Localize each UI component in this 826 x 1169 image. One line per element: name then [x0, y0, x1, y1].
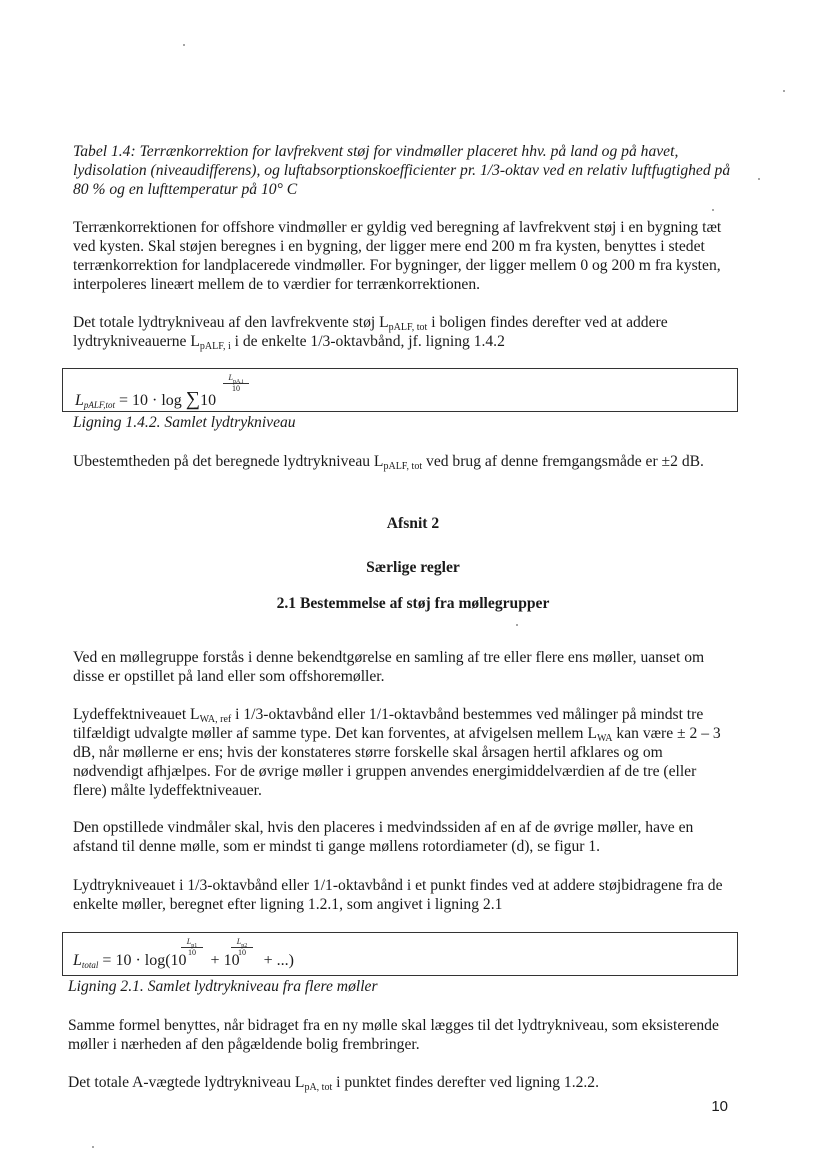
scan-speck [712, 209, 714, 211]
paragraph-sound-power: Lydeffektniveauet $L_{WA, ref}$ i 1/3-oktavbånd eller 1/1-oktavbånd bestemmes ved målinger på mindst tre tilfældigt udvalgte møller af samme type. Det kan forventes, at afvigelsen mellem $L_{WA}$ kan være ± 2 – 3 dB, når møllerne er ens; hvis der konstateres større forskelle skal årsagen hertil afklares og om nødvendigt afhjælpes. For de øvrige møller i gruppen anvendes energimiddelværdien af de tre (eller flere) målte lydeffektniveauer. [73, 706, 721, 799]
equation-1-caption: Ligning 1.4.2. Samlet lydtrykniveau [73, 414, 296, 431]
table-caption: Tabel 1.4: Terrænkorrektion for lavfrekvent støj for vindmøller placeret hhv. på land og på havet, lydisolation (niveaudifferens), og luftabsorptionskoefficienter pr. 1/3-oktav ved en relativ luftfugtighed på 80 % og en lufttemperatur på 10° C [73, 143, 731, 198]
subsection-heading: 2.1 Bestemmelse af støj fra møllegrupper [276, 595, 550, 612]
equation-1-4-2: $L_{pALF,tot} = 10 \cdot \log \sum 10$ [75, 388, 217, 410]
scan-speck [783, 90, 785, 92]
scan-speck [758, 178, 760, 180]
equation-1-exponent: $L_{pA,i}$ 10 [223, 370, 249, 394]
scan-speck [183, 44, 185, 46]
section-heading: Afsnit 2 [386, 515, 440, 532]
paragraph-terrain-correction: Terrænkorrektionen for offshore vindmøller er gyldig ved beregning af lavfrekvent støj i en bygning tæt ved kysten. Skal støjen beregnes i en bygning, der ligger mere end 200 m fra kysten, benyttes i stedet terrænkorrektion for landplacerede vindmøller. For bygninger, der ligger mellem 0 og 200 m fra kysten, interpoleres lineært mellem de to værdier for terrænkorrektionen. [73, 219, 722, 293]
equation-box-2-1 [62, 932, 738, 976]
equation-2-caption: Ligning 2.1. Samlet lydtrykniveau fra flere møller [68, 978, 378, 995]
scan-speck [92, 1146, 94, 1148]
scan-speck [516, 624, 518, 626]
rules-heading: Særlige regler [366, 559, 460, 576]
paragraph-turbine-group: Ved en møllegruppe forstås i denne bekendtgørelse en samling af tre eller flere ens møller, uanset om disse er opstillet på land eller som offshoremøller. [73, 649, 705, 685]
paragraph-uncertainty: Ubestemtheden på det beregnede lydtrykniveau $L_{pALF, tot}$ ved brug af denne fremgangsmåde er ±2 dB. [73, 453, 704, 472]
paragraph-anemometer: Den opstillede vindmåler skal, hvis den placeres i medvindssiden af en af de øvrige møller, have en afstand til denne mølle, som er mindst ti gange møllens rotordiameter (d), se figur 1. [73, 819, 694, 855]
equation-2-exponent-1: $L_{p1}$ 10 [181, 934, 203, 958]
paragraph-a-weighted: Det totale A-vægtede lydtrykniveau $L_{pA, tot}$ i punktet findes derefter ved ligning 1.2.2. [68, 1074, 599, 1093]
paragraph-same-formula: Samme formel benyttes, når bidraget fra en ny mølle skal lægges til det lydtrykniveau, som eksisterende møller i nærheden af den pågældende bolig frembringer. [68, 1017, 719, 1053]
equation-box-1-4-2 [62, 368, 738, 412]
equation-2-1: $L_{total} = 10 \cdot \log(10 + 10$ + ...) [73, 952, 294, 970]
paragraph-sound-pressure: Lydtrykniveauet i 1/3-oktavbånd eller 1/1-oktavbånd i et punkt findes ved at addere støjbidragene fra de enkelte møller, beregnet efter ligning 1.2.1, som angivet i ligning 2.1 [73, 877, 723, 913]
page-number: 10 [711, 1098, 728, 1115]
paragraph-total-level: Det totale lydtrykniveau af den lavfrekvente støj $L_{pALF, tot}$ i boligen findes derefter ved at addere lydtrykniveauerne $L_{pALF, i}$ i de enkelte 1/3-oktavbånd, jf. ligning 1.4.2 [73, 314, 668, 352]
equation-2-exponent-2: $L_{p2}$ 10 [231, 934, 253, 958]
